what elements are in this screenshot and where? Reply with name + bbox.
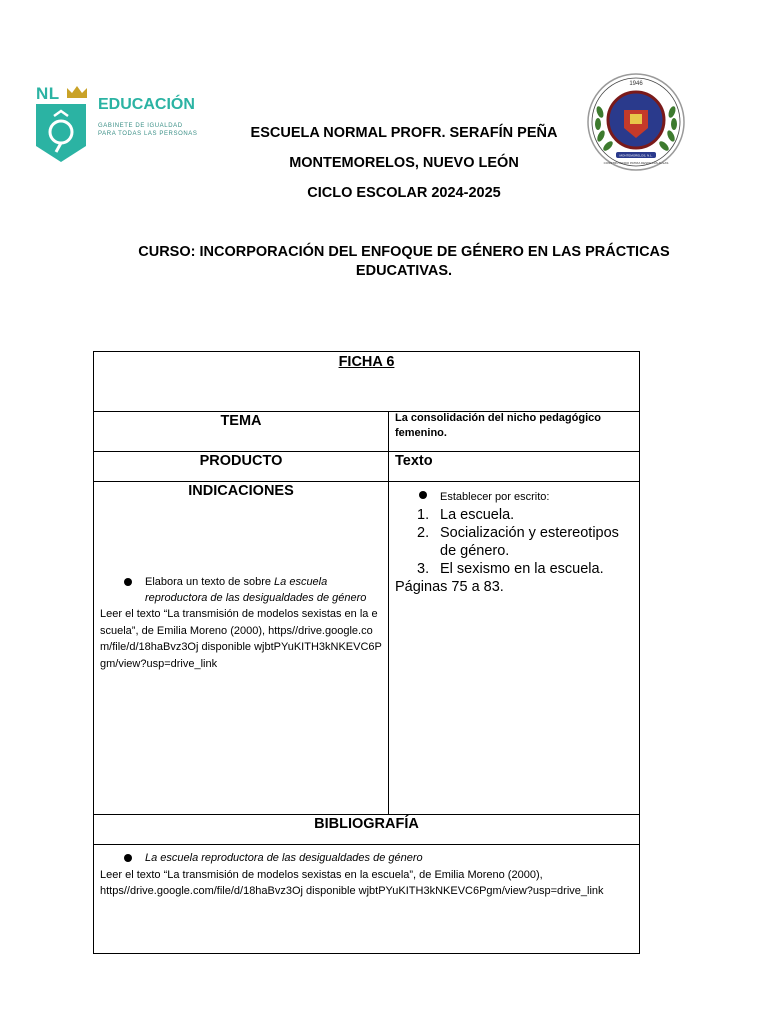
logo-gabinete-line1: GABINETE DE IGUALDAD (98, 123, 183, 129)
bibliografia-label: BIBLIOGRAFÍA (314, 816, 419, 832)
indicaciones-left (100, 574, 382, 672)
indicaciones-label: INDICACIONES (188, 483, 294, 499)
producto-value: Texto (395, 453, 433, 469)
row-divider (94, 481, 639, 482)
list-number: 3. (417, 561, 430, 577)
row-divider (94, 451, 639, 452)
column-divider (388, 411, 389, 814)
logo-educacion-text: EDUCACIÓN (98, 96, 195, 113)
bibliografia-italic-title: La escuela reproductora de las desigualdades de género (145, 852, 423, 864)
list-item-text: La escuela. (440, 507, 515, 523)
bullet-icon (124, 854, 132, 862)
producto-label: PRODUCTO (199, 453, 283, 469)
seal-year: 1946 (629, 81, 643, 87)
bullet-icon (419, 491, 427, 499)
bibliografia-content (100, 850, 630, 900)
list-item (100, 850, 630, 867)
list-item (395, 560, 635, 578)
logo-gabinete-line2: PARA TODAS LAS PERSONAS (98, 131, 198, 137)
elabora-text: Elabora un texto de sobre (145, 576, 275, 588)
logo-nl-text: NL (36, 84, 60, 103)
crown-icon (66, 85, 88, 99)
tema-value: La consolidación del nicho pedagógico femenino. (395, 412, 601, 439)
list-item (395, 506, 635, 524)
list-item-text: Socialización y estereotipos de género. (440, 525, 619, 559)
ficha-title: FICHA 6 (338, 354, 395, 370)
seal-place: MONTEMORELOS, N.L. (619, 153, 653, 158)
list-number: 1. (417, 507, 430, 523)
school-city: MONTEMORELOS, NUEVO LEÓN (289, 155, 519, 171)
school-name: ESCUELA NORMAL PROFR. SERAFÍN PEÑA (250, 125, 558, 141)
list-number: 2. (417, 525, 430, 541)
row-divider (94, 844, 639, 845)
seal-motto: CONSTRUYENDO PATRIA DESDE LAS AULAS (603, 161, 669, 165)
establecer-text: Establecer por escrito: (440, 491, 550, 503)
course-title: CURSO: INCORPORACIÓN DEL ENFOQUE DE GÉNERO EN LAS PRÁCTICAS EDUCATIVAS. (138, 244, 670, 279)
tema-label: TEMA (220, 413, 262, 429)
school-cycle: CICLO ESCOLAR 2024-2025 (307, 185, 501, 201)
educacion-logo (34, 82, 199, 166)
bibliografia-text: Leer el texto “La transmisión de modelos sexistas en la escuela”, de Emilia Moreno (2000), https//drive.google.com/file/d/18haBvz3Oj disponible wjbtPYuKITH3kNKEVC6Pgm/view?usp=drive_link (100, 868, 604, 897)
list-item (100, 574, 382, 606)
list-item (395, 524, 635, 560)
indicaciones-right (395, 486, 635, 596)
bullet-icon (124, 578, 132, 586)
ficha-table (93, 351, 640, 954)
leer-texto: Leer el texto “La transmisión de modelos sexistas en la escuela”, de Emilia Moreno (2000), https//drive.google.com/file/d/18haBvz3Oj disponible wjbtPYuKITH3kNKEVC6Pgm/view?usp=drive_link (100, 608, 382, 670)
elabora-italic-title: La escuela reproductora de las desigualdades de género (145, 576, 367, 604)
row-divider (94, 814, 639, 815)
list-item-text: El sexismo en la escuela. (440, 561, 604, 577)
pages-text: Páginas 75 a 83. (395, 579, 504, 595)
list-item (395, 486, 635, 506)
